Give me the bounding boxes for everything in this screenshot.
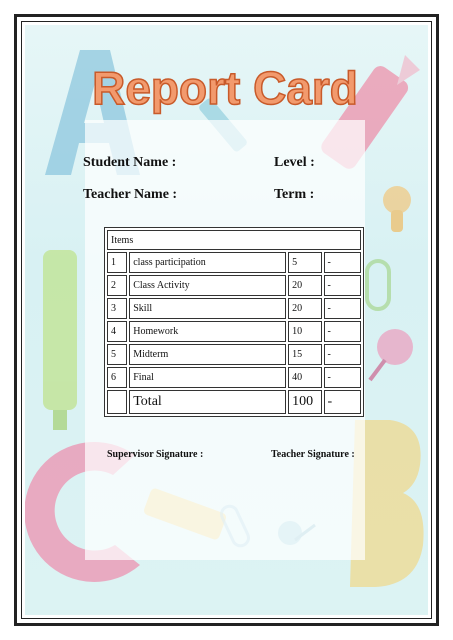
- row-number: 6: [107, 367, 127, 388]
- teacher-signature-label: Teacher Signature :: [271, 449, 355, 460]
- item-name: class participation: [129, 252, 286, 273]
- title-text: Report Card: [92, 62, 358, 114]
- item-mark: 40: [288, 367, 321, 388]
- items-header: Items: [107, 230, 361, 250]
- total-number-cell: [107, 390, 127, 414]
- item-grade: -: [324, 321, 361, 342]
- total-label: Total: [129, 390, 286, 414]
- item-mark: 5: [288, 252, 321, 273]
- pushpin-icon: [383, 186, 411, 232]
- row-number: 4: [107, 321, 127, 342]
- paperclip-icon: [367, 261, 389, 309]
- term-label: Term :: [274, 187, 315, 202]
- table-row: [107, 344, 361, 365]
- item-grade: -: [324, 275, 361, 296]
- table-row: [107, 298, 361, 319]
- table-row: [107, 367, 361, 388]
- teacher-name-label: Teacher Name :: [83, 187, 178, 202]
- item-mark: 10: [288, 321, 321, 342]
- student-name-label: Student Name :: [83, 155, 177, 170]
- table-row: [107, 321, 361, 342]
- item-mark: 20: [288, 275, 321, 296]
- table-row: [107, 275, 361, 296]
- supervisor-signature-label: Supervisor Signature :: [107, 449, 204, 460]
- level-label: Level :: [274, 155, 315, 170]
- item-mark: 20: [288, 298, 321, 319]
- item-grade: -: [324, 298, 361, 319]
- row-number: 5: [107, 344, 127, 365]
- grades-table: [104, 227, 364, 417]
- pink-pushpin-icon: [370, 329, 413, 380]
- item-name: Midterm: [129, 344, 286, 365]
- item-name: Final: [129, 367, 286, 388]
- item-grade: -: [324, 252, 361, 273]
- item-mark: 15: [288, 344, 321, 365]
- item-grade: -: [324, 367, 361, 388]
- row-number: 3: [107, 298, 127, 319]
- marker-icon: [43, 250, 77, 430]
- report-card-title: [60, 56, 390, 120]
- row-number: 2: [107, 275, 127, 296]
- row-number: 1: [107, 252, 127, 273]
- item-grade: -: [324, 344, 361, 365]
- item-name: Class Activity: [129, 275, 286, 296]
- total-row: [107, 390, 361, 414]
- total-mark: 100: [288, 390, 321, 414]
- table-row: [107, 252, 361, 273]
- item-name: Homework: [129, 321, 286, 342]
- item-name: Skill: [129, 298, 286, 319]
- total-grade: -: [324, 390, 361, 414]
- table-header-row: [107, 230, 361, 250]
